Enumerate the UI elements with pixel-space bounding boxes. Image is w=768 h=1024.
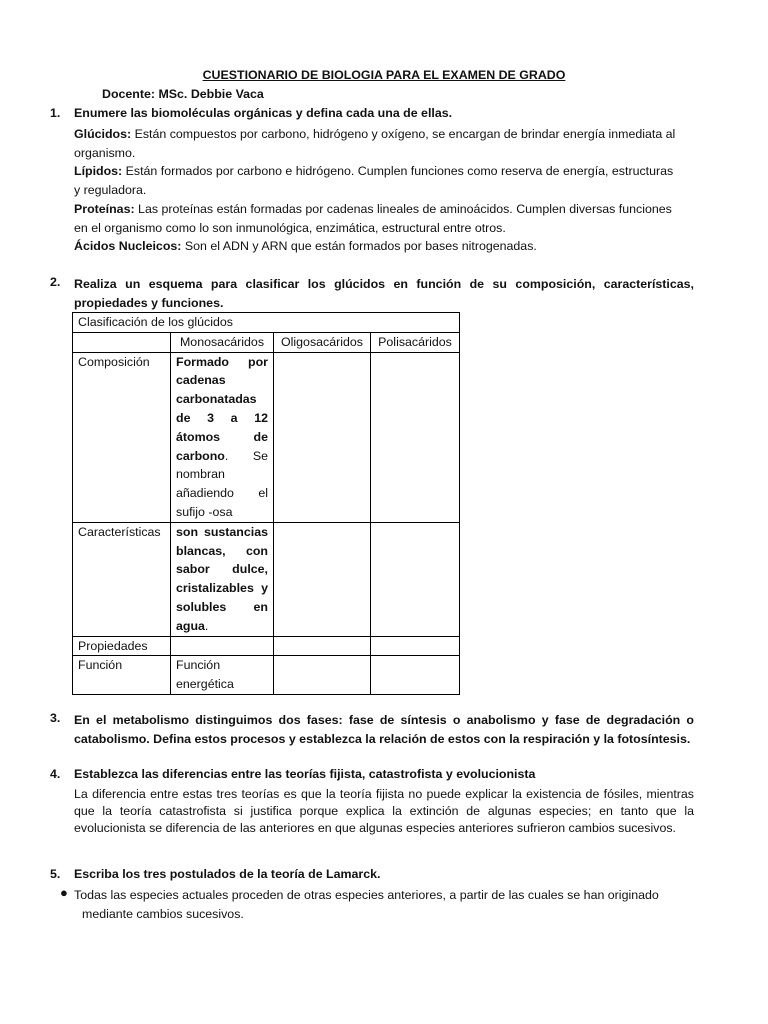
question-2-text: Realiza un esquema para clasificar los glúcidos en función de su composición, características, propiedades y funciones.	[74, 277, 694, 310]
question-4-answer: La diferencia entre estas tres teorías es que la teoría fijista no puede explicar la existencia de fósiles, mientras que la teoría catastrofista si justifica porque explica la extinción de algunas especies; en tanto que la evolucionista se diferencia de las anteriores en que algunas especies anteriores sufrieron cambios sucesivos.	[74, 787, 694, 835]
column-header: Oligosacáridos	[274, 332, 371, 352]
row-label: Composición	[73, 352, 171, 522]
answer-acidos-nucleicos	[74, 237, 694, 256]
glucidos-table	[72, 312, 460, 695]
question-1-text: Enumere las biomoléculas orgánicas y defina cada una de ellas.	[74, 106, 453, 120]
answer-line: Las proteínas están formadas por cadenas lineales de aminoácidos. Cumplen diversas funciones	[138, 202, 672, 216]
question-5-number: 5.	[50, 867, 61, 881]
question-3-number: 3.	[50, 711, 61, 725]
table-cell	[274, 656, 371, 695]
bullet-line: mediante cambios sucesivos.	[82, 906, 244, 921]
cell-bold-text: Formado por cadenas carbonatadas de 3 a 12 átomos de carbono	[176, 354, 268, 463]
column-header: Monosacáridos	[171, 332, 274, 352]
cell-normal-text: . Se nombran añadiendo el sufijo -osa	[176, 448, 268, 519]
row-label: Función	[73, 656, 171, 695]
table-cell	[274, 522, 371, 636]
question-1-number: 1.	[50, 106, 61, 120]
term-glucidos: Glúcidos:	[74, 127, 132, 141]
question-2-number: 2.	[50, 275, 61, 289]
question-3-text: En el metabolismo distinguimos dos fases: fase de síntesis o anabolismo y fase de degradación o catabolismo. Defina estos procesos y establezca la relación de estos con la respiración y la fotosíntesis.	[74, 713, 694, 746]
table-row	[73, 636, 460, 656]
table-cell	[171, 352, 274, 522]
cell-normal-text: .	[204, 618, 209, 633]
term-acidos-nucleicos: Ácidos Nucleicos:	[74, 239, 182, 253]
answer-line: Están compuestos por carbono, hidrógeno y oxígeno, se encargan de brindar energía inmediata al	[134, 127, 676, 141]
term-lipidos: Lípidos:	[74, 164, 123, 178]
question-5-text: Escriba los tres postulados de la teoría de Lamarck.	[74, 867, 381, 881]
table-cell	[371, 656, 460, 695]
answer-proteinas	[74, 200, 694, 237]
cell-bold-text: son sustancias blancas, con sabor dulce, cristalizables y solubles en agua	[176, 524, 268, 633]
column-header: Polisacáridos	[371, 332, 460, 352]
teacher-line: Docente: MSc. Debbie Vaca	[102, 87, 264, 101]
table-cell	[171, 636, 274, 656]
table-cell	[371, 352, 460, 522]
table-cell-empty	[73, 332, 171, 352]
table-row	[73, 522, 460, 636]
bullet-line: Todas las especies actuales proceden de otras especies anteriores, a partir de las cuales se han originado	[74, 888, 659, 902]
cell-normal-text: Función energética	[176, 658, 234, 692]
answer-line: y reguladora.	[74, 182, 147, 197]
document-title: CUESTIONARIO DE BIOLOGIA PARA EL EXAMEN DE GRADO	[202, 68, 566, 82]
answer-line: en el organismo como lo son inmunológica, enzimática, estructural entre otros.	[74, 220, 506, 235]
answer-lipidos	[74, 162, 694, 199]
table-cell	[274, 636, 371, 656]
table-caption: Clasificación de los glúcidos	[73, 313, 460, 333]
table-cell	[371, 522, 460, 636]
term-proteinas: Proteínas:	[74, 202, 135, 216]
answer-line: Están formados por carbono e hidrógeno. Cumplen funciones como reserva de energía, estructuras	[125, 164, 674, 178]
answer-line: Son el ADN y ARN que están formados por bases nitrogenadas.	[184, 239, 537, 253]
answer-glucidos	[74, 125, 694, 162]
answer-line: organismo.	[74, 145, 136, 160]
list-item	[74, 886, 694, 923]
table-row	[73, 656, 460, 695]
table-row	[73, 332, 460, 352]
row-label: Características	[73, 522, 171, 636]
table-row	[73, 352, 460, 522]
table-cell	[371, 636, 460, 656]
question-4-text: Establezca las diferencias entre las teorías fijista, catastrofista y evolucionista	[74, 767, 536, 781]
table-row	[73, 313, 460, 333]
bullet-dot-icon: ●	[60, 885, 68, 900]
table-cell	[171, 656, 274, 695]
table-cell	[171, 522, 274, 636]
question-4-number: 4.	[50, 767, 61, 781]
row-label: Propiedades	[73, 636, 171, 656]
table-cell	[274, 352, 371, 522]
